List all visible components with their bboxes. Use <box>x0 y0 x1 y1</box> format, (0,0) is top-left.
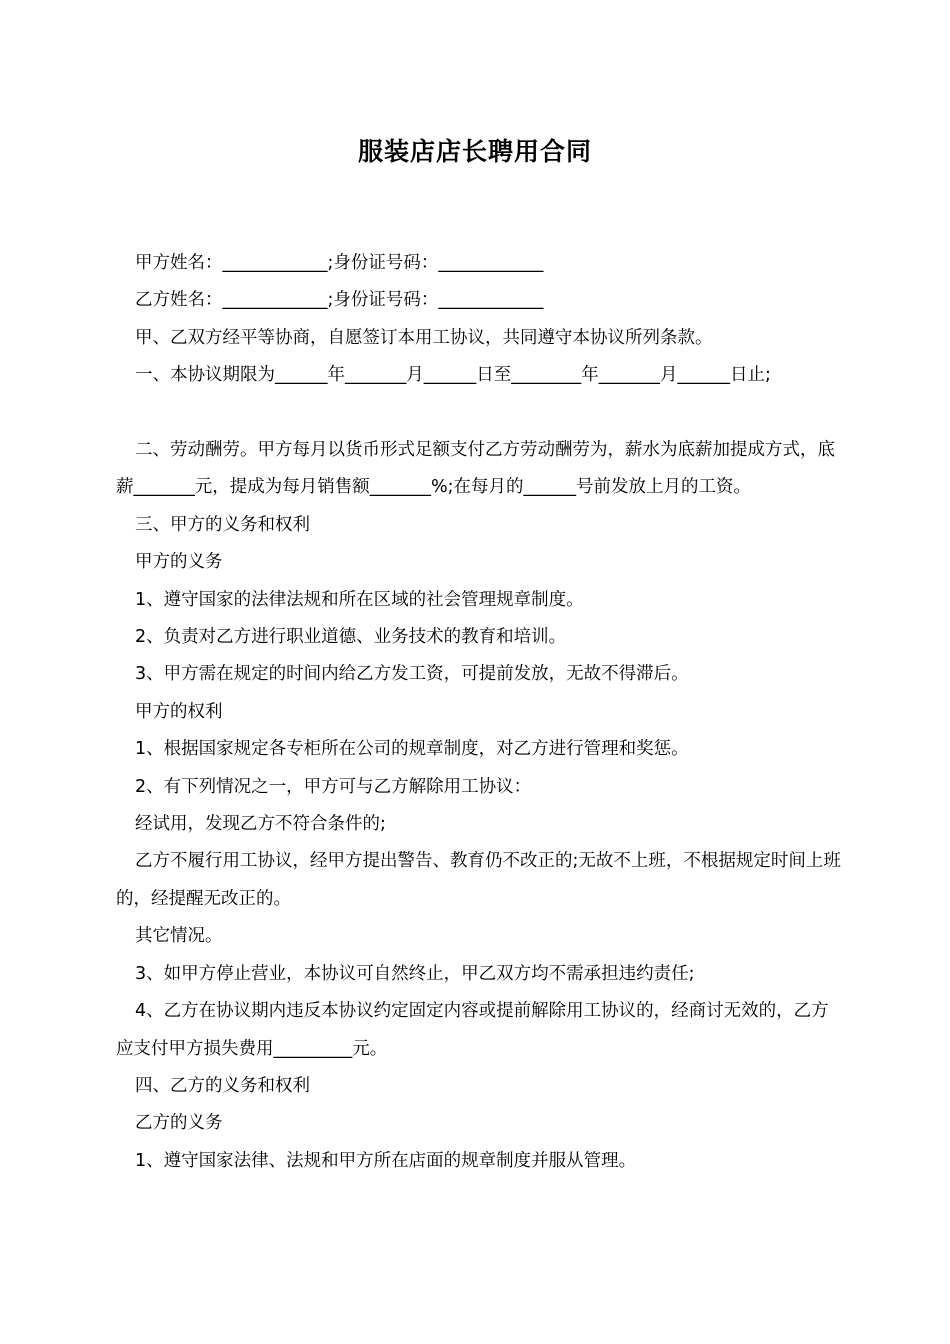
agreement-intro: 甲、乙双方经平等协商，自愿签订本用工协议，共同遵守本协议所列条款。 <box>135 327 713 348</box>
condition-item: 乙方不履行用工协议，经甲方提出警告、教育仍不改正的;无故不上班，不根据规定时间上班的，经提醒无改正的。 <box>116 851 841 909</box>
list-item: 2、有下列情况之一，甲方可与乙方解除用工协议： <box>135 776 532 797</box>
party-b-name-line: 乙方姓名：____________;身份证号码：____________ <box>135 290 544 311</box>
list-item: 3、如甲方停止营业，本协议可自然终止，甲乙双方均不需承担违约责任; <box>135 963 695 984</box>
party-a-name-line: 甲方姓名：____________;身份证号码：____________ <box>135 253 544 273</box>
document-body <box>116 245 846 1180</box>
sub-heading: 乙方的义务 <box>135 1113 223 1134</box>
list-item: 1、遵守国家法律、法规和甲方所在店面的规章制度并服从管理。 <box>135 1150 637 1171</box>
sub-heading: 甲方的权利 <box>135 701 223 722</box>
list-item: 1、遵守国家的法律法规和所在区域的社会管理规章制度。 <box>135 589 584 610</box>
clause-remuneration: 二、劳动酬劳。甲方每月以货币形式足额支付乙方劳动酬劳为，薪水为底薪加提成方式，底薪_______元，提成为每月销售额_______%;在每月的______号前发放上月的工资。 <box>116 440 835 498</box>
document-title: 服装店店长聘用合同 <box>357 137 592 166</box>
blank-line <box>116 395 846 432</box>
list-item: 2、负责对乙方进行职业道德、业务技术的教育和培训。 <box>135 627 567 648</box>
condition-item: 其它情况。 <box>135 926 223 947</box>
section-heading: 三、甲方的义务和权利 <box>135 514 310 535</box>
list-item: 1、根据国家规定各专柜所在公司的规章制度，对乙方进行管理和奖惩。 <box>135 739 689 760</box>
list-item: 3、甲方需在规定的时间内给乙方发工资，可提前发放，无故不得滞后。 <box>135 664 689 685</box>
condition-item: 经试用，发现乙方不符合条件的; <box>135 814 386 835</box>
list-item: 4、乙方在协议期内违反本协议约定固定内容或提前解除用工协议的，经商讨无效的，乙方应支付甲方损失费用_________元。 <box>116 1001 829 1059</box>
clause-term: 一、本协议期限为______年_______月______日至________年_______月______日止; <box>135 365 771 386</box>
section-heading: 四、乙方的义务和权利 <box>135 1075 310 1096</box>
sub-heading: 甲方的义务 <box>135 552 223 573</box>
